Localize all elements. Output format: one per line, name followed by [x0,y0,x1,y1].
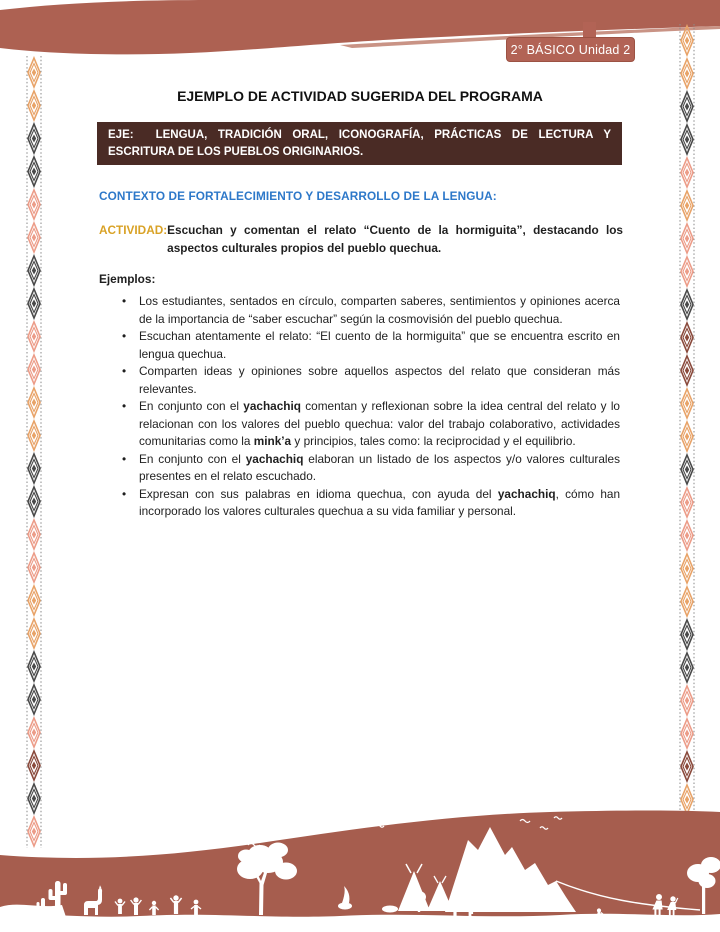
bullet-item [122,363,620,398]
bullet-marker-icon: • [122,451,127,466]
bullet-marker-icon: • [122,399,127,413]
bullet-text: En conjunto con el yachachiq elaboran un listado de los aspectos y/o valores culturales presentes en el relato escuchado. [139,451,621,483]
bullet-item [122,486,620,521]
bullet-text: Escuchan atentamente el relato: “El cuento de la hormiguita” que se encuentra escrito en lengua quechua. [139,329,620,361]
bullet-text: Los estudiantes, sentados en círculo, comparten saberes, sentimientos y opiniones acerca de la importancia de “saber escuchar” según la cosmovisión del pueblo quechua. [139,294,620,326]
actividad-text: Escuchan y comentan el relato “Cuento de la hormiguita”, destacando los aspectos culturales propios del pueblo quechua. [167,223,623,255]
bullet-text: Expresan con sus palabras en idioma quechua, con ayuda del yachachiq, cómo han incorporado los valores culturales quechua a su vida familiar y personal. [139,486,621,518]
bullet-marker-icon: • [122,329,127,343]
bullet-text: En conjunto con el yachachiq comentan y reflexionan sobre la idea central del relato y lo relacionan con los valores del pueblo quechua: valor del trabajo colaborativo, actividades comunitarias como la mink’a y principios, tales como: la reciprocidad y el equilibrio. [139,399,620,448]
eje-text: LENGUA, TRADICIÓN ORAL, ICONOGRAFÍA, PRÁCTICAS DE LECTURA Y ESCRITURA DE LOS PUEBLOS ORIGINARIOS. [108,129,611,158]
bullet-marker-icon: • [122,486,127,501]
contexto-heading: CONTEXTO DE FORTALECIMIENTO Y DESARROLLO DE LA LENGUA: [99,189,497,203]
actividad-label: ACTIVIDAD: [99,223,168,237]
bullet-item [122,451,620,486]
actividad-row [99,222,623,257]
bullet-item [122,328,620,363]
unit-badge [506,37,635,62]
left-border-pattern [26,56,42,848]
ejemplos-list [122,293,620,521]
unit-badge-label: 2° BÁSICO Unidad 2 [510,42,631,57]
right-border-pattern [679,24,695,816]
eje-bar [97,122,622,165]
bullet-text: Comparten ideas y opiniones sobre aquellos aspectos del relato que consideran más relevantes. [139,364,620,396]
page-title: EJEMPLO DE ACTIVIDAD SUGERIDA DEL PROGRAMA [177,88,543,104]
eje-label: EJE: [108,129,134,141]
bullet-marker-icon: • [122,294,127,308]
bullet-item [122,293,620,328]
footer-landscape-illustration [0,805,720,932]
bullet-marker-icon: • [122,364,127,378]
ejemplos-heading: Ejemplos: [99,272,156,286]
bullet-item [122,398,620,451]
